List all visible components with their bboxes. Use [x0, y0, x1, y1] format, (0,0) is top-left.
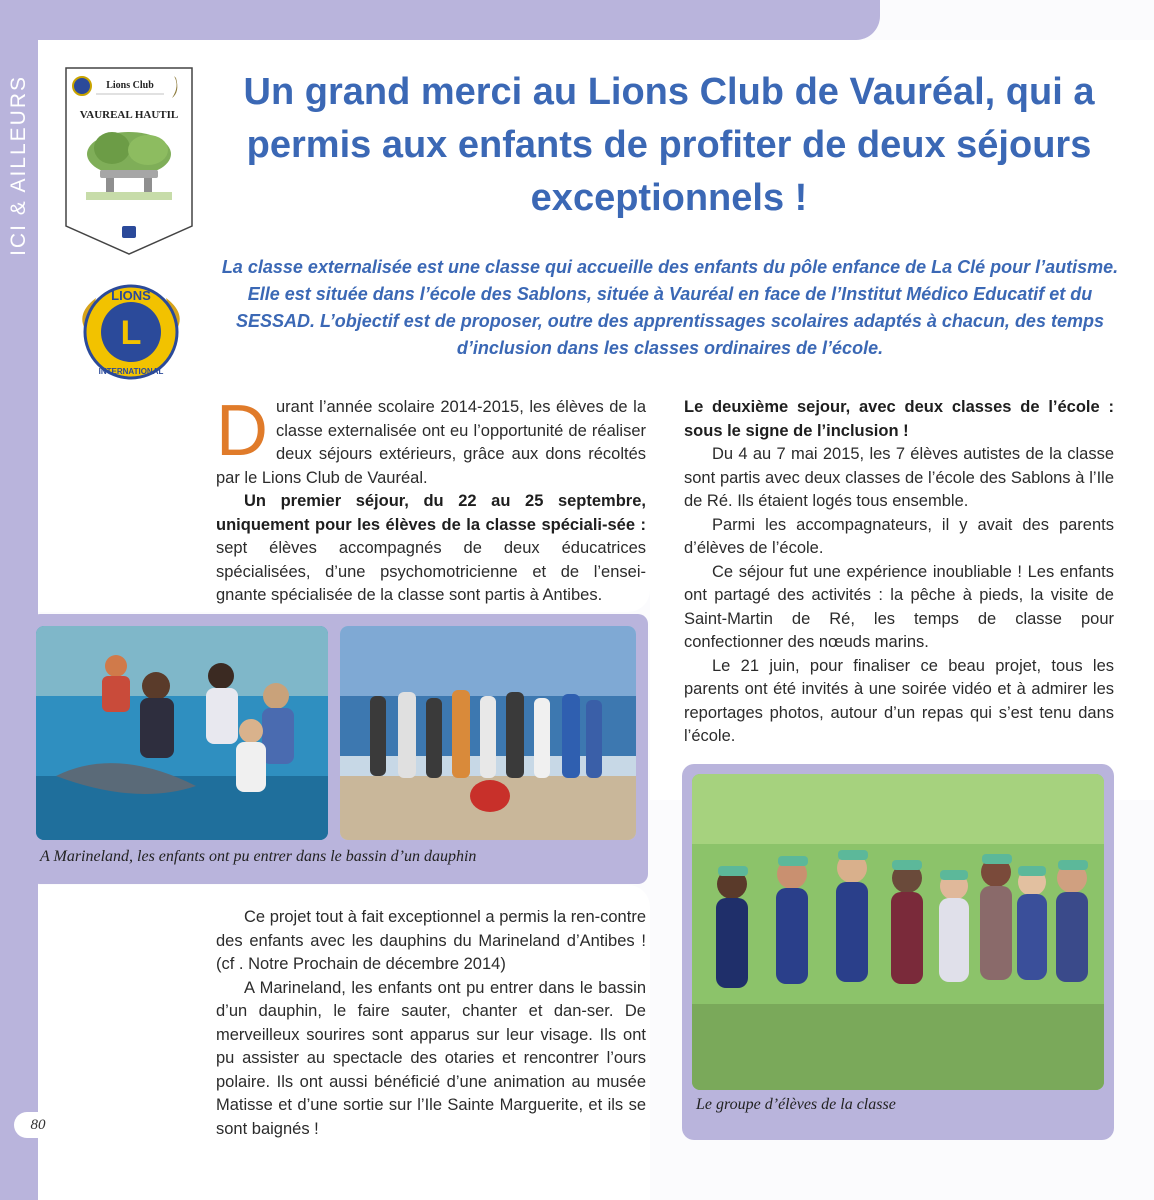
- left-column-top: [216, 391, 646, 608]
- project-paragraph: Ce projet tout à fait exceptionnel a permis la ren-contre des enfants avec les dauphins du Marineland d’Antibes ! (cf . Notre Prochain de décembre 2014): [216, 908, 646, 973]
- article-title: Un grand merci au Lions Club de Vauréal, qui a permis aux enfants de profiter de deux séjours exceptionnels !: [243, 71, 1095, 219]
- first-trip-paragraph: Un premier séjour, du 22 au 25 septembre, uniquement pour les élèves de la classe spéciali-sée : sept élèves accompagnés de deux éducatrices spécialisées, d’une psychomotricienne et de l’ensei-gnante spécialisée de la classe sont partis à Antibes.: [216, 492, 646, 604]
- left-column-bottom: [216, 906, 646, 1141]
- lions-club-vaureal-pennant-logo: [64, 66, 194, 256]
- right-column: [684, 396, 1114, 749]
- antibes-group-photo: [340, 626, 636, 840]
- marineland-paragraph: A Marineland, les enfants ont pu entrer dans le bassin d’un dauphin, le faire sauter, chanter et dan-ser. De merveilleux sourires sont apparus sur leur visage. Ils ont pu assister au spectacle des otaries et rencontrer l’ours polaire. Ils ont aussi bénéficié d’une animation au musée Matisse et d’une sortie sur l’Ile Sainte Marguerite, et ils se sont baignés !: [216, 978, 646, 1138]
- marineland-dolphin-photo: [36, 626, 328, 840]
- svg-text:LIONS: LIONS: [111, 288, 151, 303]
- page-number: 80: [14, 1112, 62, 1138]
- section-label: ICI & AILLEURS: [7, 74, 30, 256]
- top-frame-band: [0, 0, 880, 40]
- svg-text:INTERNATIONAL: INTERNATIONAL: [98, 367, 164, 376]
- drop-cap: D: [216, 391, 268, 471]
- svg-text:VAUREAL HAUTIL: VAUREAL HAUTIL: [79, 109, 179, 121]
- svg-text:Lions Club: Lions Club: [106, 80, 154, 91]
- opening-paragraph: Durant l’année scolaire 2014-2015, les élèves de la classe externalisée ont eu l’opportunité de réaliser deux séjours extérieurs, grâce aux dons récoltés par le Lions Club de Vauréal.: [216, 391, 646, 487]
- second-trip-heading: Le deuxième sejour, avec deux classes de l’école : sous le signe de l’inclusion !: [684, 398, 1114, 440]
- second-trip-paragraph-4: Le 21 juin, pour finaliser ce beau projet, tous les parents ont été invités à une soirée vidéo et à admirer les reportages photos, autour d’un repas qui s’est tenu dans l’école.: [684, 656, 1114, 745]
- lions-international-logo: [72, 276, 190, 388]
- article-intro: La classe externalisée est une classe qui accueille des enfants du pôle enfance de La Clé pour l’autisme. Elle est située dans l’école des Sablons, située à Vauréal en face de l’Institut Médico Educatif et du SESSAD. L’objectif est de proposer, outre des apprentissages scolaires adaptés à chacun, des temps d’inclusion dans les classes ordinaires de l’école.: [221, 257, 1119, 358]
- second-trip-paragraph-2: Parmi les accompagnateurs, il y avait des parents d’élèves de l’école.: [684, 515, 1114, 557]
- class-group-photo: [692, 774, 1104, 1090]
- group-photo-caption: Le groupe d’élèves de la classe: [696, 1096, 896, 1113]
- second-trip-paragraph-3: Ce séjour fut une expérience inoubliable ! Les enfants ont partagé des activités : la pêche à pieds, la visite de Saint-Martin de Ré, les temps de classe pour confectionner des nœuds marins.: [684, 562, 1114, 651]
- second-trip-paragraph-1: Du 4 au 7 mai 2015, les 7 élèves autistes de la classe sont partis avec deux classes de l’école des Sablons à l’Ile de Ré. Ils étaient logés tous ensemble.: [684, 445, 1114, 510]
- svg-text:L: L: [120, 314, 142, 352]
- marineland-photo-caption: A Marineland, les enfants ont pu entrer dans le bassin d’un dauphin: [40, 848, 477, 865]
